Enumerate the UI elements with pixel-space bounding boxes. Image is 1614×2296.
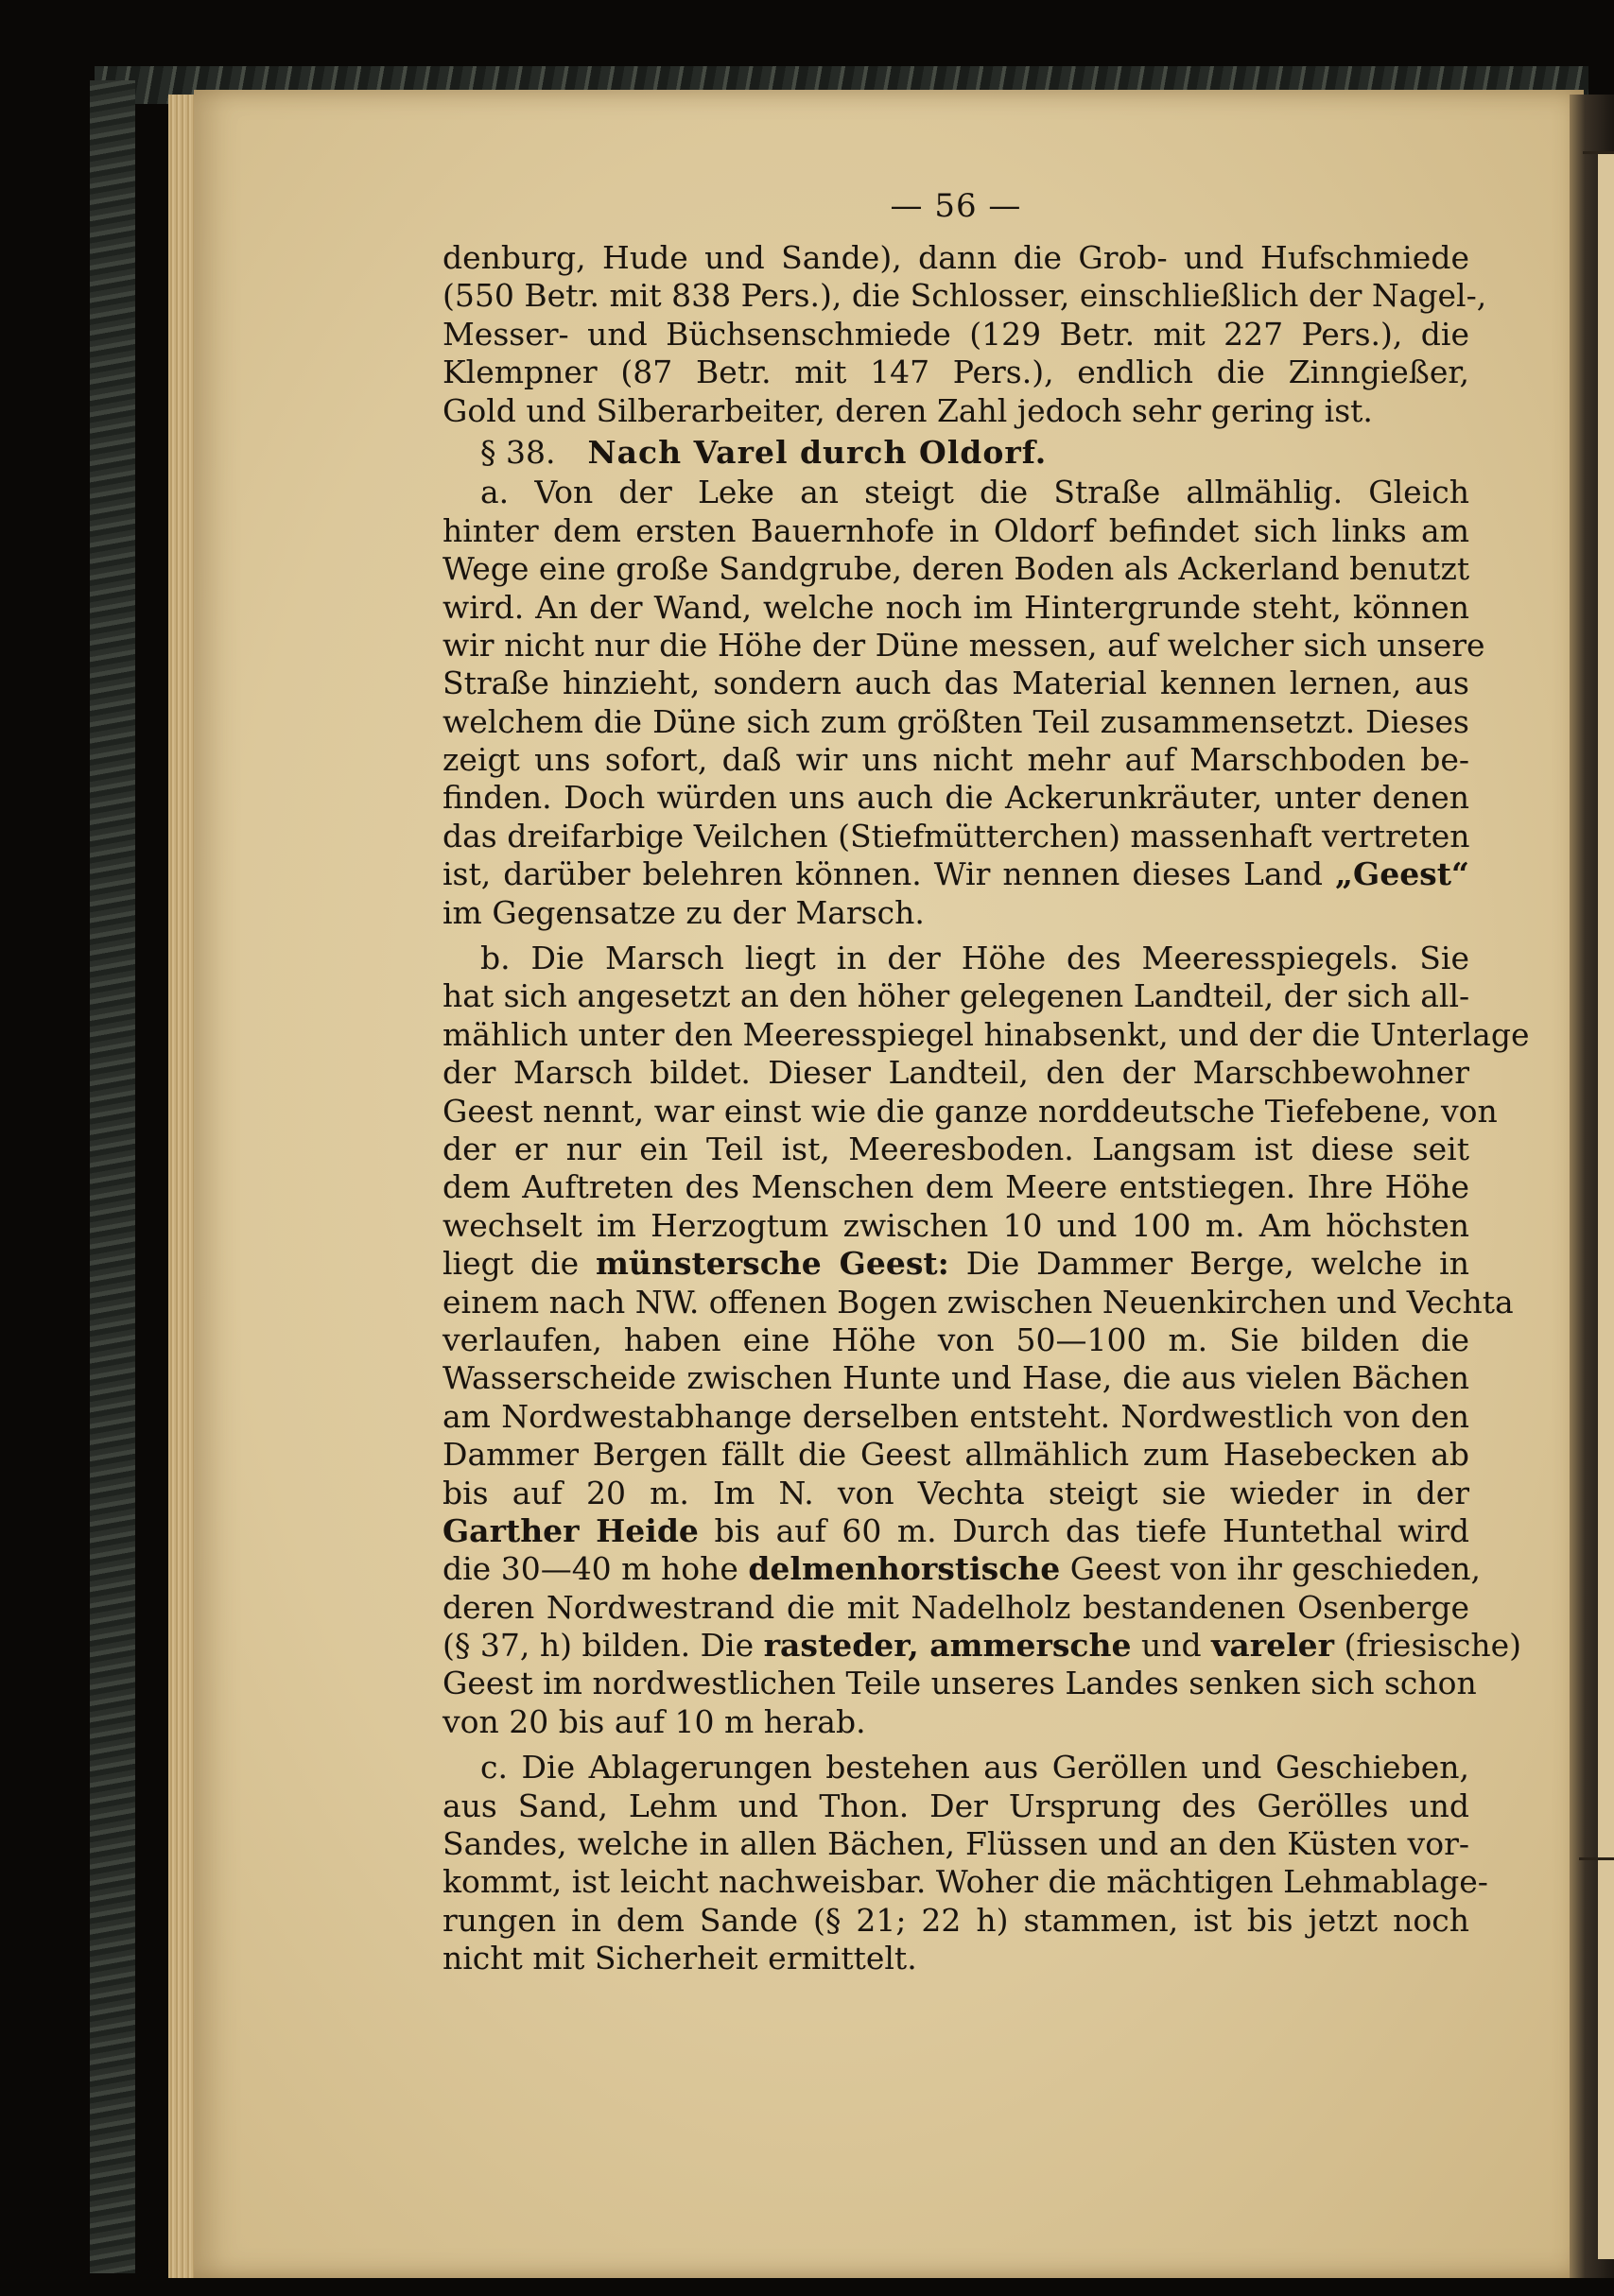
text-line: Geest nennt, war einst wie die ganze norddeutsche Tiefebene, von [443, 1092, 1498, 1130]
text-line: von 20 bis auf 10 m herab. [443, 1702, 866, 1740]
text-line: (550 Betr. mit 838 Pers.), die Schlosser, einschließlich der Nagel-, [443, 277, 1487, 315]
text-line: Gold und Silberarbeiter, deren Zahl jedoch sehr gering ist. [443, 391, 1373, 429]
text-line: das dreifarbige Veilchen (Stiefmütterchen) massenhaft vertreten [443, 817, 1470, 855]
section-heading [443, 434, 1469, 472]
text-line: dem Auftreten des Menschen dem Meere entstiegen. Ihre Höhe [443, 1168, 1469, 1206]
gutter-mark [1579, 1857, 1614, 1860]
text-line: wir nicht nur die Höhe der Düne messen, auf welcher sich unsere [443, 626, 1485, 664]
text-span: Die Dammer Berge, welche in [965, 1245, 1469, 1283]
text-line [443, 1512, 1469, 1550]
text-line: mählich unter den Meeresspiegel hinabsenkt, und der die Unterlage [443, 1015, 1530, 1053]
text-line [443, 1627, 1522, 1665]
text-line: verlaufen, haben eine Höhe von 50—100 m. Sie bilden die [443, 1321, 1469, 1358]
gutter-mark [1583, 151, 1614, 154]
text-line: zeigt uns sofort, daß wir uns nicht mehr auf Marschboden be- [443, 741, 1469, 779]
emphasized-term: münstersche Geest: [596, 1245, 949, 1283]
text-span: die 30—40 m hohe [443, 1550, 738, 1588]
text-line: Sandes, welche in allen Bächen, Flüssen und an den Küsten vor- [443, 1825, 1469, 1863]
facing-page-edge [1598, 151, 1614, 2259]
section-title: Nach Varel durch Oldorf. [587, 433, 1048, 471]
text-line: Wege eine große Sandgrube, deren Boden als Ackerland benutzt [443, 550, 1470, 588]
text-line: Dammer Bergen fällt die Geest allmählich zum Hasebecken ab [443, 1436, 1469, 1474]
text-line: b. Die Marsch liegt in der Höhe des Meeresspiegels. Sie [480, 940, 1469, 977]
text-span: ist, darüber belehren können. Wir nennen dieses Land [443, 855, 1324, 893]
emphasized-term: delmenhorstische [748, 1550, 1061, 1588]
page-number: — 56 — [890, 187, 1022, 225]
text-line: bis auf 20 m. Im N. von Vechta steigt sie wieder in der [443, 1474, 1469, 1511]
emphasized-term: rasteder, ammersche [763, 1627, 1132, 1665]
text-span: (friesische) [1344, 1627, 1522, 1665]
text-line: einem nach NW. offenen Bogen zwischen Neuenkirchen und Vechta [443, 1283, 1514, 1321]
text-span: Geest von ihr geschieden, [1069, 1550, 1482, 1588]
text-line: wird. An der Wand, welche noch im Hintergrunde steht, können [443, 588, 1469, 626]
emphasized-term: vareler [1211, 1627, 1335, 1665]
text-line: Wasserscheide zwischen Hunte und Hase, die aus vielen Bächen [443, 1359, 1469, 1397]
text-span: bis auf 60 m. Durch das tiefe Huntethal wird [714, 1511, 1469, 1549]
emphasized-term: „Geest“ [1335, 855, 1469, 893]
text-line: Messer- und Büchsenschmiede (129 Betr. mit 227 Pers.), die [443, 315, 1469, 353]
text-line: kommt, ist leicht nachweisbar. Woher die mächtigen Lehmablage- [443, 1863, 1488, 1901]
text-line: Straße hinzieht, sondern auch das Material kennen lernen, aus [443, 665, 1469, 702]
text-line: Klempner (87 Betr. mit 147 Pers.), endlich die Zinngießer, [443, 354, 1469, 391]
text-line [443, 855, 1469, 893]
text-span: liegt die [443, 1245, 580, 1283]
text-line: aus Sand, Lehm und Thon. Der Ursprung des Gerölles und [443, 1787, 1469, 1824]
text-span: und [1141, 1627, 1202, 1665]
text-line: im Gegensatze zu der Marsch. [443, 893, 925, 931]
text-line: nicht mit Sicherheit ermittelt. [443, 1940, 917, 1977]
text-line [443, 1550, 1482, 1588]
text-line: der Marsch bildet. Dieser Landteil, den der Marschbewohner [443, 1054, 1469, 1092]
text-line: wechselt im Herzogtum zwischen 10 und 100 m. Am höchsten [443, 1206, 1469, 1244]
text-line [443, 1245, 1469, 1283]
text-line: hinter dem ersten Bauernhofe in Oldorf befindet sich links am [443, 511, 1469, 549]
book-cover-left [90, 80, 135, 2273]
text-line: der er nur ein Teil ist, Meeresboden. Langsam ist diese seit [443, 1130, 1469, 1167]
text-line: a. Von der Leke an steigt die Straße allmählig. Gleich [480, 474, 1469, 511]
text-line: deren Nordwestrand die mit Nadelholz bestandenen Osenberge [443, 1588, 1469, 1626]
section-number: § 38. [480, 433, 556, 471]
text-line: Geest im nordwestlichen Teile unseres Landes senken sich schon [443, 1665, 1477, 1702]
page-stack-edge [168, 95, 197, 2278]
text-line: finden. Doch würden uns auch die Ackerunkräuter, unter denen [443, 779, 1469, 817]
emphasized-term: Garther Heide [443, 1511, 699, 1549]
text-line: hat sich angesetzt an den höher gelegenen Landteil, der sich all- [443, 977, 1470, 1015]
text-line: am Nordwestabhange derselben entsteht. Nordwestlich von den [443, 1397, 1469, 1435]
text-line: rungen in dem Sande (§ 21; 22 h) stammen, ist bis jetzt noch [443, 1901, 1469, 1939]
text-line: denburg, Hude und Sande), dann die Grob- und Hufschmiede [443, 239, 1469, 276]
page-text [443, 184, 1530, 1978]
text-line: c. Die Ablagerungen bestehen aus Geröllen und Geschieben, [480, 1749, 1469, 1787]
text-line: welchem die Düne sich zum größten Teil zusammensetzt. Dieses [443, 702, 1469, 740]
text-span: (§ 37, h) bilden. Die [443, 1627, 755, 1665]
